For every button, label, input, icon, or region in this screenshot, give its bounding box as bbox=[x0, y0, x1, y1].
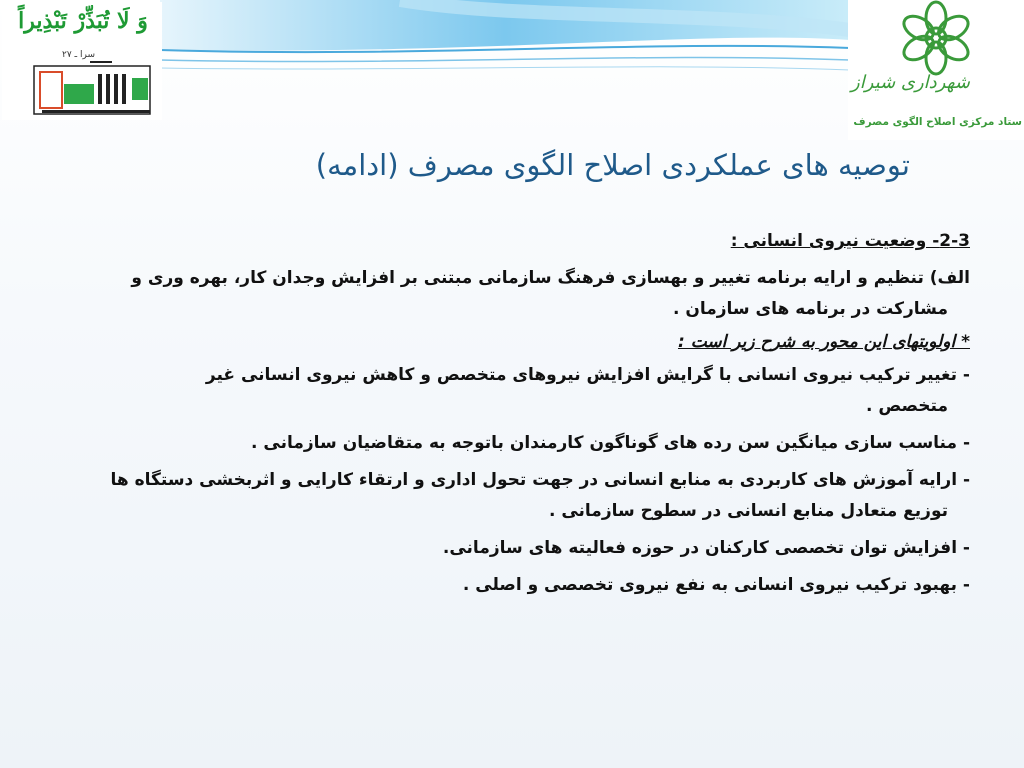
priorities-heading: * اولویتهای این محور به شرح زیر است : bbox=[677, 332, 970, 352]
bullet-1-line1: - تغییر ترکیب نیروی انسانی با گرایش افزایش نیروهای متخصص و کاهش نیروی انسانی غیر bbox=[205, 365, 970, 385]
slide-title: توصیه های عملکردی اصلاح الگوی مصرف (ادامه) bbox=[315, 148, 910, 182]
bullet-3-line2: توزیع متعادل منابع انسانی در سطوح سازمانی . bbox=[548, 501, 948, 521]
bullet-item bbox=[60, 360, 970, 422]
bullet-item bbox=[60, 570, 970, 601]
city-logo-text: شهرداری شیراز bbox=[851, 72, 970, 93]
slogan-text: وَ لَا تُبَذِّرْ تَبْذِيراً bbox=[18, 8, 148, 34]
bullet-4-line1: - افزایش توان تخصصی کارکنان در حوزه فعالیته های سازمانی. bbox=[442, 538, 970, 558]
slogan-logo bbox=[2, 2, 162, 120]
bullet-1-line2: متخصص . bbox=[865, 396, 948, 416]
flower-logo-icon bbox=[848, 0, 1024, 80]
bullet-2-line1: - مناسب سازی میانگین سن رده های گوناگون کارمندان باتوجه به متقاضیان سازمانی . bbox=[251, 433, 970, 453]
item-a-line2: مشارکت در برنامه های سازمان . bbox=[672, 299, 948, 319]
bullet-item bbox=[60, 465, 970, 527]
shiraz-municipality-logo bbox=[848, 0, 1024, 140]
item-a-line1: الف) تنظیم و ارایه برنامه تغییر و بهسازی فرهنگ سازمانی مبتنی بر افزایش وجدان کار، بهره وری و bbox=[131, 268, 970, 288]
bullet-5-line1: - بهبود ترکیب نیروی انسانی به نفع نیروی تخصصی و اصلی . bbox=[462, 575, 970, 595]
organization-caption: ستاد مرکزی اصلاح الگوی مصرف bbox=[853, 116, 1022, 128]
bullet-3-line1: - ارایه آموزش های کاربردی به منابع انسانی در جهت تحول اداری و ارتقاء کارایی و اثربخشی دستگاه ها bbox=[110, 470, 970, 490]
section-heading: 2-3- وضعیت نیروی انسانی : bbox=[730, 231, 970, 251]
slogan-reference: سرا ـ ۲۷ bbox=[62, 50, 96, 60]
item-a bbox=[60, 263, 970, 325]
slide-content bbox=[60, 226, 970, 601]
building-icon bbox=[2, 2, 162, 120]
bullet-item bbox=[60, 428, 970, 459]
bullet-item bbox=[60, 533, 970, 564]
